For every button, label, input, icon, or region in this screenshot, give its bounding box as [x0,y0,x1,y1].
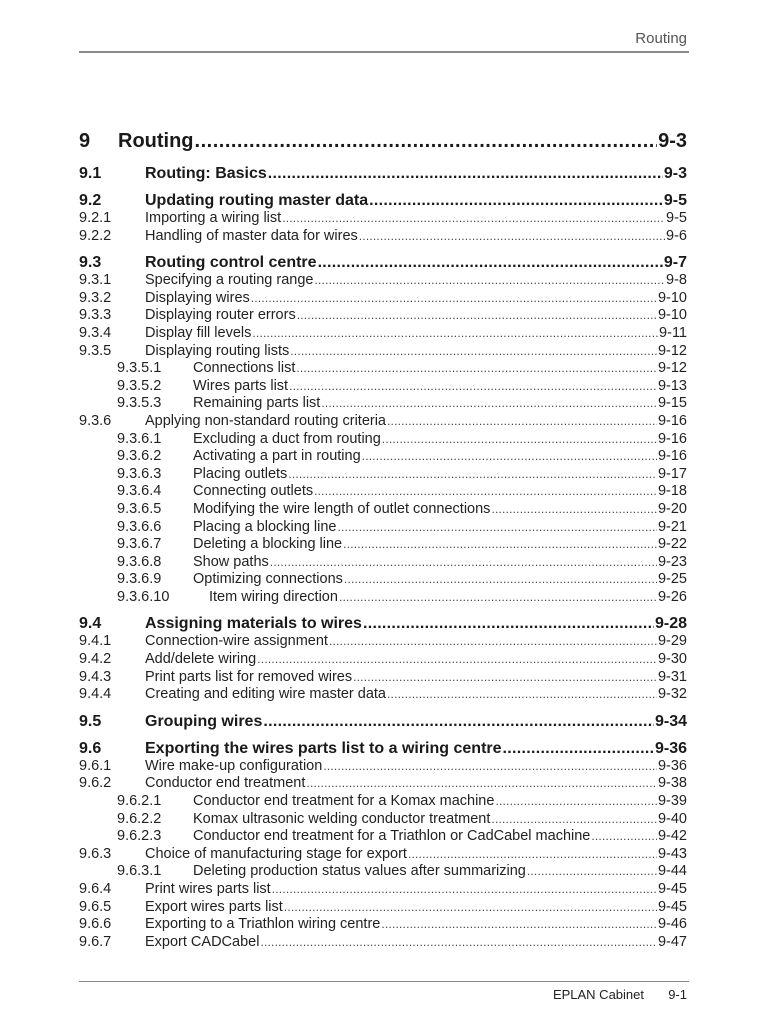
toc-entry-title: Wires parts list [193,377,289,394]
toc-entry-page: 9-23 [657,553,687,570]
toc-entry-page: 9-10 [657,307,687,324]
toc-entry-number: 9.2 [79,192,102,209]
toc-entry-title: Applying non-standard routing criteria [145,412,386,429]
toc-entry[interactable] [79,916,687,934]
toc-dot-leader [339,589,657,607]
toc-entry-title: Add/delete wiring [145,651,257,668]
toc-entry-number: 9.4.3 [79,668,112,685]
toc-dot-leader [527,863,657,881]
toc-entry-page: 9-34 [654,712,687,730]
toc-entry[interactable] [79,614,687,633]
toc-entry-number: 9.4.4 [79,686,112,703]
toc-entry-page: 9-6 [666,227,687,244]
toc-entry-page: 9-47 [657,933,687,950]
toc-entry[interactable] [79,589,687,607]
toc-entry-title: Exporting the wires parts list to a wiring centre [145,739,502,757]
toc-entry[interactable] [79,811,687,829]
toc-dot-leader [314,483,657,501]
toc-entry-number: 9.3.6.8 [117,553,162,570]
toc-dot-leader [252,325,658,343]
toc-dot-leader [591,828,657,846]
toc-entry-page: 9-43 [657,845,687,862]
toc-entry-number: 9.1 [79,165,102,182]
toc-entry[interactable] [79,466,687,484]
toc-entry-page: 9-36 [654,739,687,757]
running-header-title: Routing [635,30,687,47]
toc-entry-page: 9-15 [657,395,687,412]
toc-dot-leader [282,210,665,228]
toc-entry-page: 9-13 [657,377,687,394]
toc-dot-leader [369,191,663,210]
toc-dot-leader [329,633,657,651]
toc-dot-leader [344,571,657,589]
toc-dot-leader [251,290,657,308]
toc-entry[interactable] [79,712,687,731]
toc-entry[interactable] [79,669,687,687]
toc-entry-page: 9-12 [657,360,687,377]
toc-entry-number: 9.3.4 [79,324,112,341]
toc-entry-page: 9-26 [657,588,687,605]
toc-entry-number: 9.6.2.1 [117,793,162,810]
toc-entry-number: 9 [79,130,91,152]
toc-entry-page: 9-32 [657,686,687,703]
toc-entry-title: Remaining parts list [193,395,321,412]
footer-page-number: 9-1 [668,987,687,1002]
toc-entry-page: 9-16 [657,430,687,447]
toc-entry-page: 9-5 [663,192,687,209]
toc-entry-title: Updating routing master data [145,192,369,209]
toc-entry[interactable] [79,651,687,669]
toc-entry-number: 9.6.5 [79,898,112,915]
toc-entry[interactable] [79,253,687,272]
toc-entry-page: 9-3 [658,130,687,152]
toc-dot-leader [288,466,657,484]
toc-entry-title: Handling of master data for wires [145,227,358,244]
toc-entry[interactable] [79,483,687,501]
toc-entry[interactable] [79,360,687,378]
toc-entry-title: Export wires parts list [145,898,283,915]
toc-dot-leader [263,712,654,731]
toc-entry-number: 9.3.5.3 [117,395,162,412]
toc-entry-page: 9-45 [657,881,687,897]
toc-entry-page: 9-42 [657,828,687,845]
toc-entry[interactable] [79,775,687,793]
toc-entry-title: Item wiring direction [209,588,338,605]
toc-dot-leader [314,272,665,290]
toc-entry[interactable] [79,272,687,290]
toc-entry-page: 9-39 [657,793,687,810]
toc-entry-title: Placing outlets [193,465,288,482]
toc-entry-page: 9-12 [657,342,687,359]
toc-entry-title: Creating and editing wire master data [145,686,386,703]
toc-entry[interactable] [79,881,687,899]
toc-entry-number: 9.6.1 [79,757,112,774]
toc-entry-title: Activating a part in routing [193,448,361,465]
toc-entry-number: 9.3.6.6 [117,518,162,535]
toc-dot-leader [359,228,665,246]
toc-entry-page: 9-22 [657,536,687,553]
toc-entry-page: 9-5 [666,210,687,226]
toc-entry-title: Print wires parts list [145,881,271,897]
toc-entry[interactable] [79,793,687,811]
toc-entry[interactable] [79,325,687,343]
toc-entry[interactable] [79,739,687,758]
toc-entry-number: 9.3.2 [79,289,112,306]
toc-entry-title: Routing control centre [145,254,317,272]
toc-dot-leader [270,554,657,572]
toc-entry-number: 9.6.3.1 [117,863,162,880]
toc-entry-page: 9-29 [657,633,687,650]
toc-entry-title: Assigning materials to wires [145,615,362,633]
toc-entry-number: 9.3.6.7 [117,536,162,553]
toc-entry[interactable] [79,686,687,704]
toc-entry-title: Optimizing connections [193,571,343,588]
toc-entry-number: 9.3.6 [79,412,112,429]
footer-divider [79,981,689,982]
toc-entry-number: 9.6.2.2 [117,810,162,827]
toc-entry[interactable] [79,846,687,864]
toc-entry-title: Placing a blocking line [193,518,337,535]
toc-entry-page: 9-25 [657,571,687,588]
toc-entry-number: 9.3.6.9 [117,571,162,588]
toc-dot-leader [387,413,657,431]
toc-entry[interactable] [79,899,687,917]
toc-entry-title: Importing a wiring list [145,210,282,226]
toc-entry[interactable] [79,378,687,396]
toc-entry-title: Displaying routing lists [145,342,290,359]
toc-entry-page: 9-21 [657,518,687,535]
toc-entry-number: 9.3.6.3 [117,465,162,482]
toc-entry-number: 9.3 [79,254,102,272]
toc-entry-page: 9-44 [657,863,687,880]
toc-entry[interactable] [79,228,687,246]
toc-entry[interactable] [79,633,687,651]
toc-entry-number: 9.4 [79,615,102,633]
toc-entry-title: Conductor end treatment [145,775,306,792]
toc-dot-leader [337,519,656,537]
toc-entry[interactable] [79,758,687,776]
toc-entry-title: Deleting production status values after summarizing [193,863,526,880]
toc-entry[interactable] [79,395,687,413]
toc-entry-number: 9.3.6.4 [117,483,162,500]
toc-entry[interactable] [79,413,687,431]
toc-dot-leader [491,811,657,829]
toc-entry-page: 9-31 [657,668,687,685]
toc-entry-title: Specifying a routing range [145,272,314,289]
toc-entry[interactable] [79,536,687,554]
toc-entry-page: 9-18 [657,483,687,500]
toc-dot-leader [306,775,657,793]
toc-entry-page: 9-8 [666,272,687,289]
toc-entry[interactable] [79,554,687,572]
toc-entry-title: Connection-wire assignment [145,633,328,650]
toc-entry[interactable] [79,431,687,449]
toc-entry[interactable] [79,210,687,228]
toc-entry[interactable] [79,571,687,589]
toc-entry[interactable] [79,501,687,519]
toc-entry-title: Excluding a duct from routing [193,430,381,447]
toc-entry-title: Displaying router errors [145,307,296,324]
toc-entry-number: 9.6.6 [79,916,112,933]
toc-entry-number: 9.4.1 [79,633,112,650]
toc-dot-leader [408,846,657,864]
toc-entry[interactable] [79,343,687,361]
toc-dot-leader [296,360,657,378]
toc-dot-leader [503,739,654,758]
toc-dot-leader [495,793,657,811]
toc-entry-page: 9-40 [657,810,687,827]
toc-entry-title: Wire make-up configuration [145,757,323,774]
toc-dot-leader [491,501,657,519]
toc-entry-number: 9.2.2 [79,227,112,244]
toc-entry-number: 9.6 [79,739,102,757]
toc-entry-page: 9-30 [657,651,687,668]
footer-product-name: EPLAN Cabinet [552,987,644,1002]
toc-entry-number: 9.6.7 [79,933,112,950]
toc-entry-page: 9-17 [657,465,687,482]
toc-dot-leader [323,758,657,776]
toc-entry[interactable] [79,863,687,881]
toc-entry-number: 9.6.2 [79,775,112,792]
toc-entry[interactable] [79,934,687,952]
toc-entry-page: 9-28 [654,615,687,633]
toc-entry[interactable] [79,307,687,325]
toc-dot-leader [382,431,657,449]
toc-entry[interactable] [79,519,687,537]
toc-entry-page: 9-36 [657,757,687,774]
toc-dot-leader [381,916,657,934]
toc-dot-leader [363,614,654,633]
toc-entry[interactable] [79,191,687,210]
toc-dot-leader [284,899,657,917]
toc-entry-page: 9-3 [663,165,687,182]
toc-entry-title: Connecting outlets [193,483,314,500]
toc-entry[interactable] [79,828,687,846]
toc-entry-title: Deleting a blocking line [193,536,343,553]
toc-entry-title: Modifying the wire length of outlet connections [193,500,491,517]
toc-entry-number: 9.5 [79,712,102,730]
toc-dot-leader [387,686,657,704]
toc-entry-page: 9-46 [657,916,687,933]
toc-entry-title: Connections list [193,360,296,377]
toc-entry[interactable] [79,126,687,156]
toc-entry[interactable] [79,164,687,183]
toc-entry-page: 9-16 [657,412,687,429]
toc-entry[interactable] [79,290,687,308]
toc-entry-title: Grouping wires [145,712,263,730]
toc-entry-page: 9-38 [657,775,687,792]
toc-entry-page: 9-20 [657,500,687,517]
toc-entry-page: 9-10 [657,289,687,306]
toc-entry-title: Show paths [193,553,269,570]
toc-dot-leader [257,651,657,669]
toc-entry-number: 9.3.6.2 [117,448,162,465]
toc-entry-title: Print parts list for removed wires [145,668,353,685]
toc-entry-title: Komax ultrasonic welding conductor treatment [193,810,491,827]
toc-entry-number: 9.3.1 [79,272,112,289]
toc-entry-title: Conductor end treatment for a Triathlon or CadCabel machine [193,828,591,845]
toc-entry-number: 9.3.3 [79,307,112,324]
toc-entry-page: 9-11 [659,324,687,341]
toc-entry-title: Display fill levels [145,324,252,341]
toc-entry-page: 9-45 [657,898,687,915]
toc-dot-leader [195,126,658,156]
toc-entry-title: Conductor end treatment for a Komax machine [193,793,495,810]
toc-entry-number: 9.3.6.5 [117,500,162,517]
toc-entry-number: 9.2.1 [79,210,112,226]
toc-entry-number: 9.3.6.1 [117,430,162,447]
toc-entry-title: Choice of manufacturing stage for export [145,845,407,862]
toc-entry-number: 9.6.3 [79,845,112,862]
toc-entry-number: 9.4.2 [79,651,112,668]
toc-entry-title: Exporting to a Triathlon wiring centre [145,916,381,933]
toc-entry-number: 9.6.4 [79,881,112,897]
toc-dot-leader [297,307,657,325]
toc-dot-leader [362,448,657,466]
toc-entry-number: 9.3.5.1 [117,360,162,377]
toc-entry-title: Routing: Basics [145,165,267,182]
toc-entry-page: 9-7 [663,254,687,272]
toc-dot-leader [343,536,657,554]
toc-entry-number: 9.6.2.3 [117,828,162,845]
header-divider [79,51,689,53]
table-of-contents [79,126,687,951]
toc-entry-number: 9.3.6.10 [117,588,170,605]
toc-entry-number: 9.3.5.2 [117,377,162,394]
toc-entry[interactable] [79,448,687,466]
toc-dot-leader [353,669,657,687]
toc-dot-leader [260,934,657,952]
toc-entry-title: Displaying wires [145,289,250,306]
toc-entry-title: Export CADCabel [145,933,260,950]
toc-dot-leader [321,395,657,413]
toc-entry-title: Routing [118,130,194,152]
toc-dot-leader [289,378,657,396]
toc-dot-leader [318,253,663,272]
toc-entry-page: 9-16 [657,448,687,465]
toc-dot-leader [272,881,657,899]
toc-dot-leader [290,343,657,361]
toc-dot-leader [268,164,663,183]
toc-entry-number: 9.3.5 [79,342,112,359]
